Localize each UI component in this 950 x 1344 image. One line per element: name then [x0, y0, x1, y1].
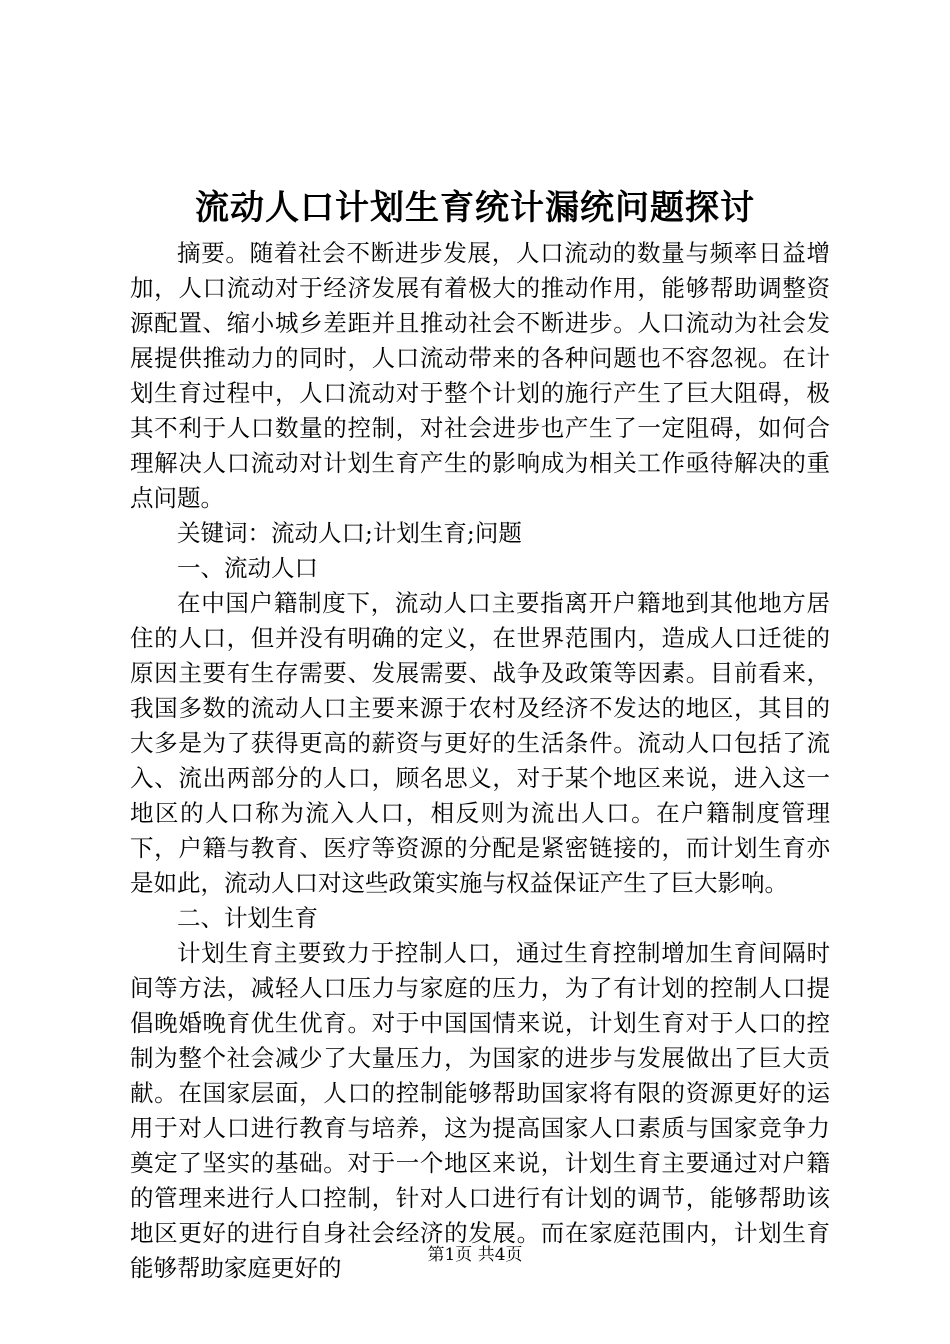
section-heading-2: 二、计划生育	[177, 904, 318, 932]
abstract-paragraph: 摘要。随着社会不断进步发展，人口流动的数量与频率日益增加，人口流动对于经济发展有着极大的推动作用，能够帮助调整资源配置、缩小城乡差距并且推动社会不断进步。人口流动为社会发展提供推动力的同时，人口流动带来的各种问题也不容忽视。在计划生育过程中，人口流动对于整个计划的施行产生了巨大阻碍，极其不利于人口数量的控制，对社会进步也产生了一定阻碍，如何合理解决人口流动对计划生育产生的影响成为相关工作亟待解决的重点问题。	[130, 239, 830, 512]
section-2-paragraph: 计划生育主要致力于控制人口，通过生育控制增加生育间隔时间等方法，减轻人口压力与家庭的压力，为了有计划的控制人口提倡晚婚晚育优生优育。对于中国国情来说，计划生育对于人口的控制为整个社会减少了大量压力，为国家的进步与发展做出了巨大贡献。在国家层面，人口的控制能够帮助国家将有限的资源更好的运用于对人口进行教育与培养，这为提高国家人口素质与国家竞争力奠定了坚实的基础。对于一个地区来说，计划生育主要通过对户籍的管理来进行人口控制，针对人口进行有计划的调节，能够帮助该地区更好的进行自身社会经济的发展。而在家庭范围内，计划生育能够帮助家庭更好的	[130, 939, 830, 1282]
section-heading-1: 一、流动人口	[177, 554, 318, 582]
document-body	[130, 236, 830, 1286]
section-1-paragraph: 在中国户籍制度下，流动人口主要指离开户籍地到其他地方居住的人口，但并没有明确的定义，在世界范围内，造成人口迁徙的原因主要有生存需要、发展需要、战争及政策等因素。目前看来，我国多数的流动人口主要来源于农村及经济不发达的地区，其目的大多是为了获得更高的薪资与更好的生活条件。流动人口包括了流入、流出两部分的人口，顾名思义，对于某个地区来说，进入这一地区的人口称为流入人口，相反则为流出人口。在户籍制度管理下，户籍与教育、医疗等资源的分配是紧密链接的，而计划生育亦是如此，流动人口对这些政策实施与权益保证产生了巨大影响。	[130, 589, 830, 897]
page-number-footer: 第1页 共4页	[427, 1245, 523, 1265]
document-title: 流动人口计划生育统计漏统问题探讨	[195, 188, 755, 228]
keywords-line: 关键词：流动人口;计划生育;问题	[177, 519, 522, 547]
